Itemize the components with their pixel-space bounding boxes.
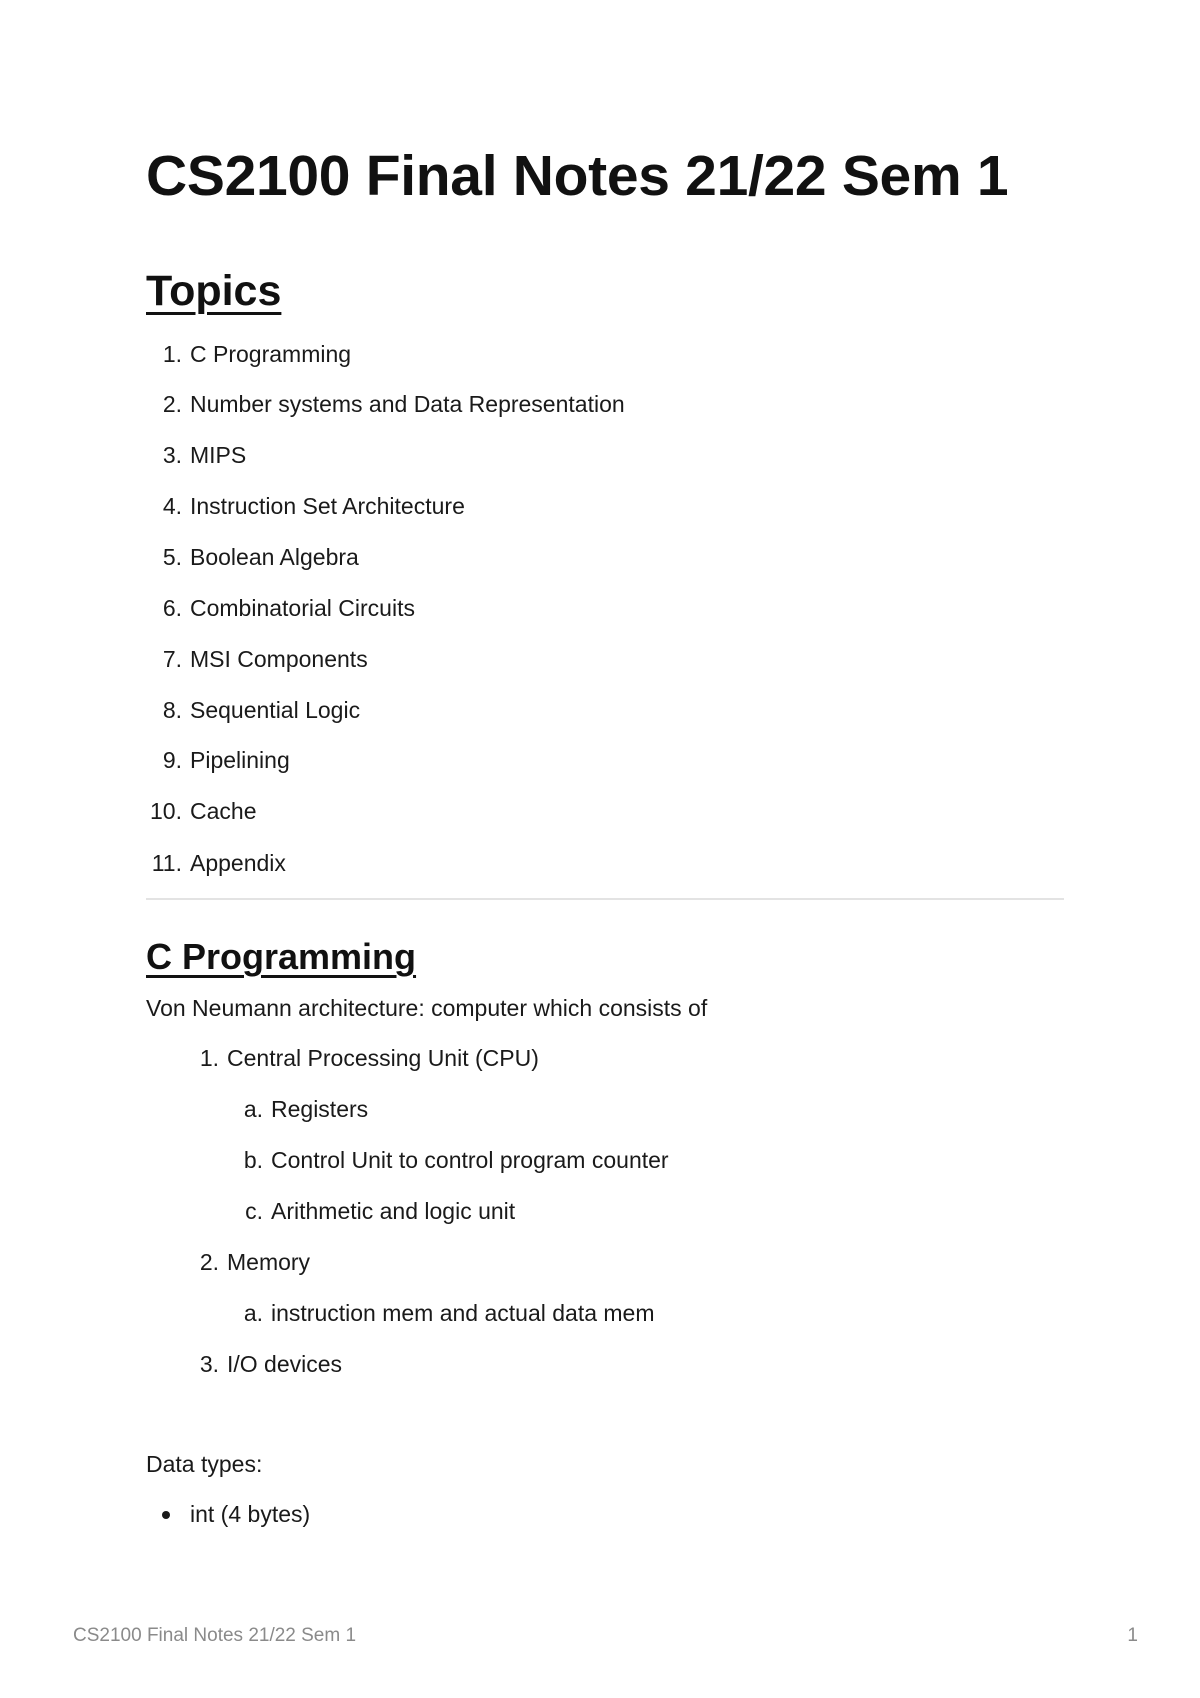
- c-programming-heading: C Programming: [146, 936, 417, 977]
- component-number: 2.: [199, 1249, 219, 1275]
- footer-page-number: 1: [1127, 1625, 1138, 1646]
- topic-number: 7.: [162, 646, 182, 672]
- topic-number: 9.: [162, 747, 182, 773]
- section-divider: [146, 898, 1064, 900]
- topic-label: MIPS: [190, 442, 247, 468]
- topic-number: 4.: [162, 493, 182, 519]
- component-label: Memory: [227, 1249, 311, 1275]
- topic-number: 8.: [162, 697, 182, 723]
- topic-label: Sequential Logic: [190, 697, 361, 723]
- topic-number: 5.: [162, 544, 182, 570]
- sub-item-letter: a.: [243, 1096, 263, 1122]
- sub-item-label: Arithmetic and logic unit: [271, 1198, 516, 1224]
- sub-item-letter: a.: [243, 1300, 263, 1326]
- sub-item-label: instruction mem and actual data mem: [271, 1300, 655, 1326]
- sub-item-label: Registers: [271, 1096, 369, 1122]
- sub-item-letter: c.: [245, 1198, 263, 1224]
- topic-number: 3.: [162, 442, 182, 468]
- topics-heading: Topics: [146, 267, 282, 315]
- component-number: 3.: [199, 1351, 219, 1377]
- topic-label: Boolean Algebra: [190, 544, 359, 570]
- topic-number: 2.: [162, 391, 182, 417]
- topic-label: Number systems and Data Representation: [190, 391, 625, 417]
- topic-number: 1.: [162, 341, 182, 367]
- bullet-icon: [162, 1511, 170, 1519]
- topic-label: Instruction Set Architecture: [190, 493, 465, 519]
- topic-label: Combinatorial Circuits: [190, 595, 415, 621]
- von-neumann-intro: Von Neumann architecture: computer which consists of: [146, 995, 708, 1021]
- sub-item-letter: b.: [243, 1147, 263, 1173]
- footer-title: CS2100 Final Notes 21/22 Sem 1: [73, 1625, 357, 1646]
- topic-label: Appendix: [190, 850, 286, 876]
- topic-label: Pipelining: [190, 747, 290, 773]
- topic-number: 11.: [151, 850, 182, 876]
- component-label: I/O devices: [227, 1351, 343, 1377]
- topic-number: 10.: [150, 798, 182, 824]
- data-type-label: int (4 bytes): [190, 1501, 311, 1527]
- data-types-label: Data types:: [146, 1451, 263, 1477]
- topic-label: Cache: [190, 798, 257, 824]
- topic-label: C Programming: [190, 341, 352, 367]
- topic-number: 6.: [162, 595, 182, 621]
- component-number: 1.: [199, 1045, 219, 1071]
- component-label: Central Processing Unit (CPU): [227, 1045, 539, 1071]
- page-title: CS2100 Final Notes 21/22 Sem 1: [146, 144, 1009, 208]
- topic-label: MSI Components: [190, 646, 368, 672]
- sub-item-label: Control Unit to control program counter: [271, 1147, 669, 1173]
